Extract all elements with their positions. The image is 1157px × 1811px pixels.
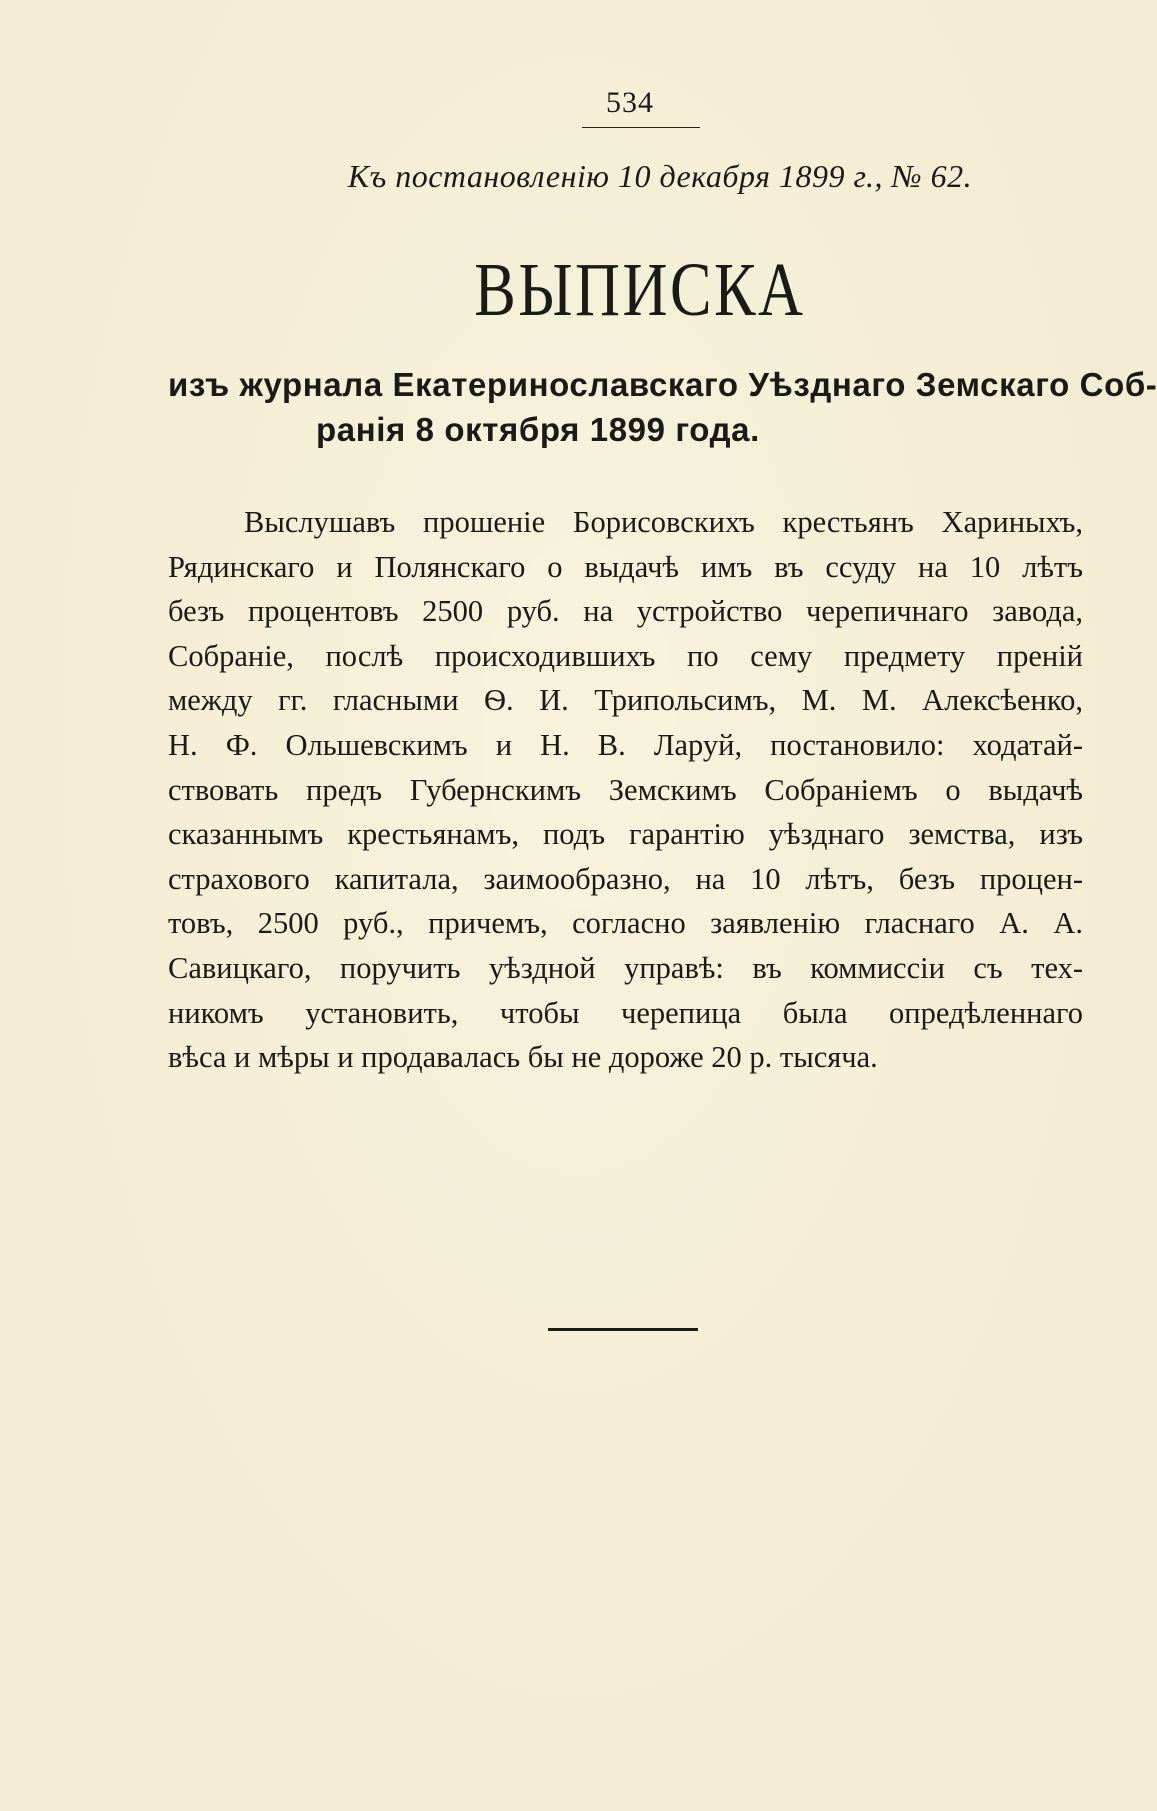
body-paragraph [168, 500, 1083, 1080]
body-line: безъ процентовъ 2500 руб. на устройство черепичнаго завода, [168, 594, 1083, 629]
closing-rule [548, 1328, 698, 1331]
body-line: Собраніе, послѣ происходившихъ по сему предмету преній [168, 638, 1083, 673]
body-line: сказаннымъ крестьянамъ, подъ гарантію уѣзднаго земства, изъ [168, 817, 1083, 852]
body-line: ствовать предъ Губернскимъ Земскимъ Собраніемъ о выдачѣ [168, 772, 1083, 807]
subtitle-line-1: изъ журнала Екатеринославскаго Уѣзднаго Земскаго Соб- [168, 366, 1157, 403]
body-line: между гг. гласными Ѳ. И. Трипольсимъ, М. М. Алексѣенко, [168, 683, 1083, 718]
body-line: Рядинскаго и Полянскаго о выдачѣ имъ въ ссуду на 10 лѣтъ [168, 549, 1083, 584]
subtitle-line-2: ранія 8 октября 1899 года. [316, 410, 760, 448]
resolution-reference: Къ постановленію 10 декабря 1899 г., № 62. [347, 158, 973, 194]
page-number-rule [582, 127, 700, 128]
body-line: Выслушавъ прошеніе Борисовскихъ крестьянъ Хариныхъ, [244, 505, 1083, 539]
document-subtitle [168, 360, 1157, 454]
body-line: товъ, 2500 руб., причемъ, согласно заявленію гласнаго А. А. [168, 906, 1083, 941]
page-number: 534 [606, 86, 654, 119]
body-line: страхового капитала, заимообразно, на 10 лѣтъ, безъ процен- [168, 861, 1083, 896]
body-line: Савицкаго, поручить уѣздной управѣ: въ коммиссіи съ тех- [168, 950, 1083, 985]
body-line: Н. Ф. Ольшевскимъ и Н. В. Ларуй, постановило: ходатай- [168, 727, 1083, 762]
body-line: вѣса и мѣры и продавалась бы не дороже 20 р. тысяча. [168, 1040, 878, 1075]
body-line: никомъ установить, чтобы черепица была опредѣленнаго [168, 995, 1083, 1030]
document-title: ВЫПИСКА [474, 248, 806, 332]
